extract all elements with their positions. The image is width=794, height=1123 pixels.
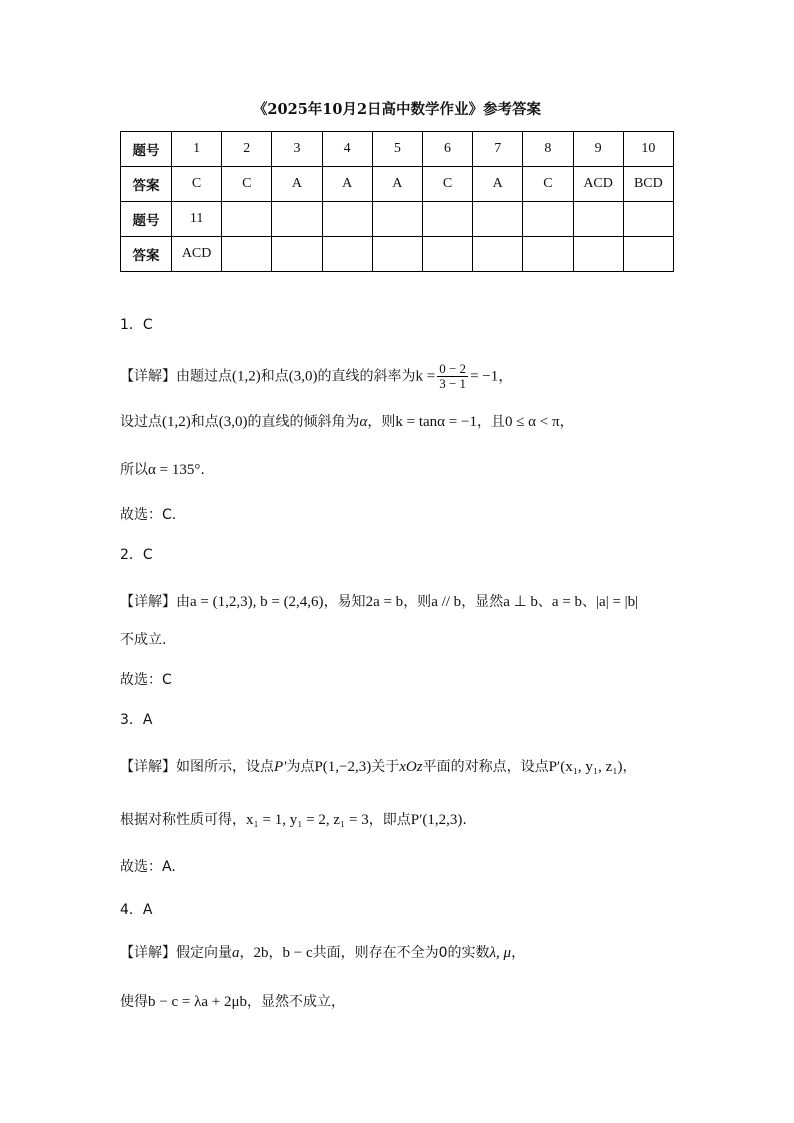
text: 为点 — [286, 759, 315, 775]
table-row — [121, 202, 674, 237]
table-cell: 1 — [172, 132, 222, 167]
math: = −1， — [470, 368, 514, 385]
text: 使得 — [120, 994, 148, 1010]
table-header-cell: 答案 — [121, 167, 172, 202]
text: 和点 — [260, 368, 289, 385]
table-cell: C — [172, 167, 222, 202]
math: k = — [415, 368, 436, 385]
text: ，则 — [367, 414, 396, 430]
math: x₁ = 1, y₁ = 2, z₁ = 3 — [246, 812, 369, 828]
q4-explanation-line-1 — [120, 943, 525, 963]
math: 2a = b — [365, 594, 404, 610]
table-header-cell: 题号 — [121, 202, 172, 237]
table-cell — [623, 237, 673, 272]
text: ，显然 — [461, 594, 504, 610]
table-row — [121, 167, 674, 202]
text: 的直线的斜率为 — [317, 368, 416, 385]
table-cell: A — [272, 167, 322, 202]
q1-explanation-line-2 — [120, 412, 574, 432]
text: 【详解】如图所示，设点 — [120, 759, 274, 775]
table-cell — [523, 202, 573, 237]
text: . — [462, 812, 467, 828]
slope-fraction — [437, 362, 468, 391]
math: 0 ≤ α < π — [504, 414, 560, 430]
table-cell: BCD — [623, 167, 673, 202]
table-row — [121, 237, 674, 272]
table-row — [121, 132, 674, 167]
text: 【详解】由题过点 — [120, 368, 232, 385]
table-cell — [322, 237, 372, 272]
table-cell: A — [372, 167, 422, 202]
table-cell: 2 — [222, 132, 272, 167]
q2-heading: 2．C — [120, 547, 153, 563]
q3-heading: 3．A — [120, 712, 153, 728]
table-header-cell: 答案 — [121, 237, 172, 272]
text: ， — [622, 759, 637, 775]
text: 所以 — [120, 462, 148, 478]
q1-heading: 1．C — [120, 317, 153, 333]
text: 关于 — [371, 759, 400, 775]
math: α = 135° — [148, 462, 201, 478]
table-cell — [272, 202, 322, 237]
text: ，易知 — [323, 594, 366, 610]
q1-conclusion: 故选：C. — [120, 507, 177, 523]
table-cell — [473, 237, 523, 272]
table-header-cell: 题号 — [121, 132, 172, 167]
text: ， — [559, 414, 574, 430]
math: b − c — [282, 945, 313, 961]
q2-explanation-line-1 — [120, 592, 638, 612]
text: 【详解】由 — [120, 594, 190, 610]
table-cell: 7 — [473, 132, 523, 167]
table-cell — [573, 202, 623, 237]
table-cell: A — [473, 167, 523, 202]
table-cell — [222, 237, 272, 272]
q3-explanation-line-1 — [120, 757, 637, 777]
table-cell: C — [422, 167, 472, 202]
text: 的直线的倾斜角为 — [247, 414, 360, 430]
q1-explanation-line-3 — [120, 460, 205, 480]
math: (3,0) — [218, 414, 248, 430]
fraction-numerator: 0 − 2 — [439, 361, 467, 376]
table-cell: 6 — [422, 132, 472, 167]
q2-explanation-line-2: 不成立. — [120, 632, 167, 648]
table-cell: A — [322, 167, 372, 202]
table-cell — [473, 202, 523, 237]
text: 【详解】假定向量 — [120, 945, 232, 961]
math: |a| = |b| — [596, 594, 639, 610]
math: a = (1,2,3), b = (2,4,6) — [190, 594, 324, 610]
table-cell — [523, 237, 573, 272]
table-cell — [272, 237, 322, 272]
table-cell — [222, 202, 272, 237]
math: 2b — [253, 945, 269, 961]
table-cell: 11 — [172, 202, 222, 237]
math: a = b — [551, 594, 583, 610]
text: ，且 — [476, 414, 505, 430]
table-cell — [372, 202, 422, 237]
text: 和点 — [190, 414, 219, 430]
text: 、 — [582, 594, 597, 610]
text: 共面，则存在不全为0的实数 — [312, 945, 490, 961]
q4-explanation-line-2 — [120, 992, 345, 1012]
text: ，即点 — [368, 812, 411, 828]
math: k = tanα = −1 — [395, 414, 477, 430]
table-cell: 3 — [272, 132, 322, 167]
table-cell: 9 — [573, 132, 623, 167]
q3-explanation-line-2 — [120, 810, 467, 830]
answer-table — [120, 131, 674, 272]
text: 平面的对称点，设点 — [422, 759, 549, 775]
q1-explanation-line-1 — [120, 362, 513, 391]
table-cell — [573, 237, 623, 272]
math: P(1,−2,3) — [314, 759, 372, 775]
text: 、 — [537, 594, 552, 610]
math: P′(1,2,3) — [410, 812, 463, 828]
table-cell: C — [523, 167, 573, 202]
q3-conclusion: 故选：A. — [120, 859, 176, 875]
q2-conclusion: 故选：C — [120, 672, 172, 688]
text: . — [200, 462, 205, 478]
table-cell — [372, 237, 422, 272]
math: λ, μ — [489, 945, 512, 961]
q4-heading: 4．A — [120, 902, 153, 918]
math: P′(x₁, y₁, z₁) — [548, 759, 623, 775]
table-cell — [422, 237, 472, 272]
table-cell: 10 — [623, 132, 673, 167]
math: (1,2) — [162, 414, 191, 430]
text: ，则 — [403, 594, 432, 610]
text: 根据对称性质可得， — [120, 812, 246, 828]
math: P′ — [274, 759, 287, 775]
math: α — [359, 414, 368, 430]
table-cell — [422, 202, 472, 237]
table-cell: ACD — [172, 237, 222, 272]
text: 设过点 — [120, 414, 162, 430]
table-cell — [623, 202, 673, 237]
math: b − c = λa + 2μb — [148, 994, 248, 1010]
fraction-denominator: 3 − 1 — [439, 376, 467, 391]
text: ，显然不成立， — [247, 994, 346, 1010]
table-cell: 4 — [322, 132, 372, 167]
text: ， — [268, 945, 283, 961]
text: ， — [239, 945, 254, 961]
table-cell — [322, 202, 372, 237]
table-cell: 8 — [523, 132, 573, 167]
text: ， — [511, 945, 526, 961]
table-cell: C — [222, 167, 272, 202]
table-cell: ACD — [573, 167, 623, 202]
math: (3,0) — [288, 368, 318, 385]
math: a — [232, 945, 240, 961]
math: a ⊥ b — [503, 594, 538, 610]
page-title: 《2025年10月2日高中数学作业》参考答案 — [252, 101, 542, 118]
table-cell: 5 — [372, 132, 422, 167]
math: (1,2) — [232, 368, 261, 385]
math: xOz — [399, 759, 423, 775]
math: a // b — [431, 594, 462, 610]
